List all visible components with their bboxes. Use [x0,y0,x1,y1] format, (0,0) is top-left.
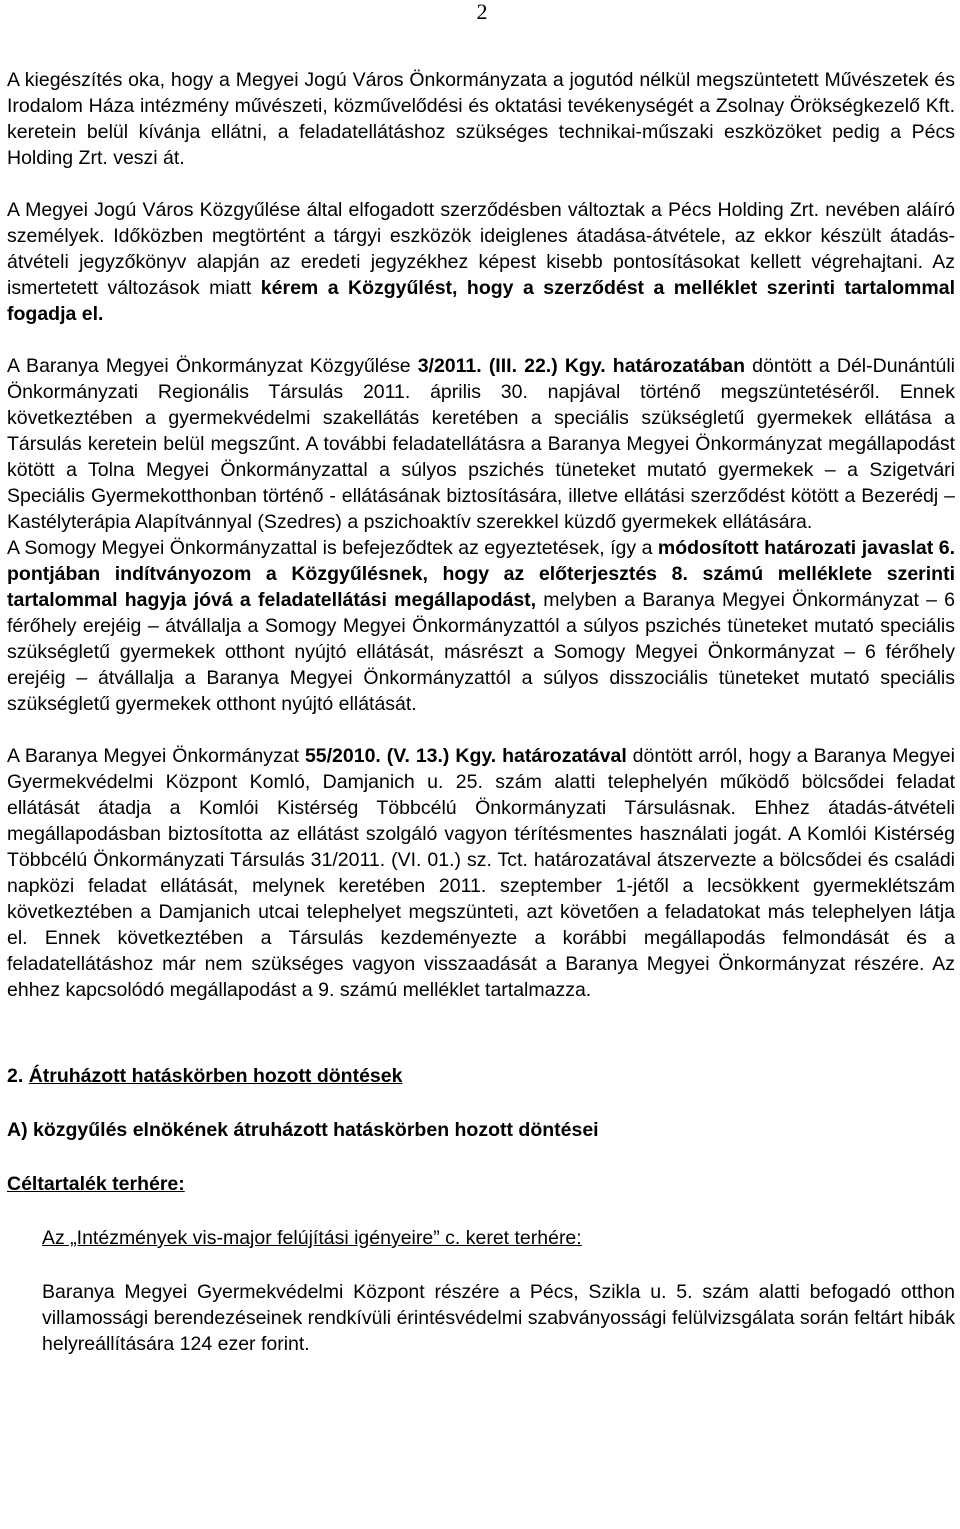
section-heading-2 [7,1063,955,1089]
document-body [7,67,955,1357]
paragraph-kiegeszites: A kiegészítés oka, hogy a Megyei Jogú Város Önkormányzata a jogutód nélkül megszüntetett Művészetek és Irodalom Háza intézmény művészeti, közművelődési és oktatási tevékenységét a Zsolnay Örökségkezelő Kft. keretein belül kívánja ellátni, a feladatellátáshoz szükséges technikai-műszaki eszközöket pedig a Pécs Holding Zrt. veszi át. [7,69,955,169]
paragraph-szerzodes [7,197,955,327]
heading-number: 2. [7,1065,29,1087]
resolution-word: határozatában [612,355,745,377]
paragraph-szerzodes-request: kérem a Közgyűlést, hogy a szerződést a melléklet szerinti tartalommal fogadja el. [7,277,955,325]
text-run: melyben a Baranya Megyei Önkormányzat – 6 férőhely erejéig – átvállalja a Somogy Megyei Önkormányzattól a súlyos pszichés tüneteket mutató speciális szükségletű gyermekek otthont nyújtó ellátását, másrészt a Somogy Megyei Önkormányzat – 6 férőhely erejéig – átvállalja a Baranya Megyei Önkormányzattól a súlyos disszociális tüneteket mutató speciális szükségletű gyermekek otthont nyújtó ellátását. [7,589,955,715]
celtartalek-heading: Céltartalék terhére: [7,1173,185,1195]
text-run: döntött a Dél-Dunántúli Önkormányzati Regionális Társulás 2011. április 30. napjával történő megszüntetéséről. Ennek következtében a gyermekvédelmi szakellátás keretében a speciális szükségletű gyermekek ellátása a Társulás keretein belül megszűnt. A további feladatellátásra a Baranya Megyei Önkormányzat megállapodást kötött a Tolna Megyei Önkormányzattal a súlyos pszichés tüneteket mutató gyermekek – a Szigetvári Speciális Gyermekotthonban történő - ellátásának biztosítására, illetve ellátási szerződést kötött a Bezerédj – Kastélyterápia Alapítvánnyal (Szedres) a pszichoaktív szerekkel küzdő gyermekek ellátására. [7,355,956,533]
paragraph-tarsulas-megszunes [7,353,955,535]
text-run [606,355,613,377]
paragraph-komlo [7,743,955,1003]
text-run: döntött arról, hogy a Baranya Megyei Gyermekvédelmi Központ Komló, Damjanich u. 25. szám alatti telephelyén működő bölcsődei feladat ellátását átadja a Komlói Kistérség Többcélú Önkormányzati Társulásnak. Ehhez átadás-átvételi megállapodásban biztosította az ellátást szolgáló vagyon térítésmentes használati jogát. A Komlói Kistérség Többcélú Önkormányzati Társulás 31/2011. (VI. 01.) sz. Tct. határozatával átszervezte a bölcsődei és családi napközi feladat ellátását, melynek keretében 2011. szeptember 1-jétől a lecsökkent gyermeklétszám következtében a Damjanich utcai telephelyet megszünteti, azt követően a feladatokat más telephelyen látja el. Ennek következtében a Társulás kezdeményezte a korábbi megállapodás felmondását és a feladatellátáshoz már nem szükséges vagyon visszaadását a Baranya Megyei Önkormányzat részére. Az ehhez kapcsolódó megállapodást a 9. számú melléklet tartalmazza. [7,745,955,1001]
text-run: A Baranya Megyei Önkormányzat Közgyűlése [7,355,418,377]
resolution-ref: 3/2011. (III. 22.) Kgy. [417,355,606,377]
page-number: 2 [476,0,488,24]
paragraph-szikla: Baranya Megyei Gyermekvédelmi Központ részére a Pécs, Szikla u. 5. szám alatti befogadó otthon villamossági berendezéseinek rendkívüli érintésvédelmi szabványossági felülvizsgálata során feltárt hibák helyreállítására 124 ezer forint. [42,1281,955,1355]
keret-heading: Az „Intézmények vis-major felújítási igényeire” c. keret terhére: [42,1227,582,1249]
subsection-heading-a: A) közgyűlés elnökének átruházott hatáskörben hozott döntései [7,1119,599,1141]
heading-title: Átruházott hatáskörben hozott döntések [28,1065,403,1087]
paragraph-szerzodes-text: A Megyei Jogú Város Közgyűlése által elfogadott szerződésben változtak a Pécs Holding Zrt. nevében aláíró személyek. Időközben megtörtént a tárgyi eszközök ideiglenes átadása-átvétele, az ekkor készült átadás-átvételi jegyzőkönyv alapján az eredeti jegyzékhez képest kisebb pontosításokat kellett végrehajtani. Az ismertetett változások miatt [7,199,955,299]
text-run: A Baranya Megyei Önkormányzat [7,745,305,767]
paragraph-somogy [7,535,955,717]
proposal-bold: módosított határozati javaslat 6. pontjában indítványozom a Közgyűlésnek, hogy az előterjesztés 8. számú melléklete szerinti tartalommal hagyja jóvá a feladatellátási megállapodást, [7,537,955,611]
text-run: A Somogy Megyei Önkormányzattal is befejeződtek az egyeztetések, így a [7,537,658,559]
resolution-ref: 55/2010. (V. 13.) Kgy. határozatával [304,745,627,767]
